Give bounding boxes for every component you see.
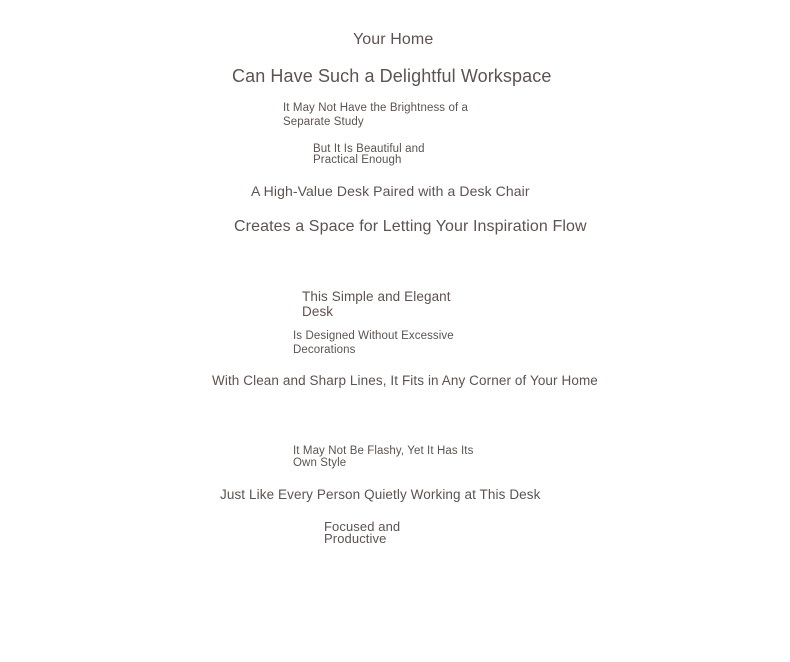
text-line-3: It May Not Have the Brightness of a Separate Study: [283, 102, 483, 130]
text-line-10: It May Not Be Flashy, Yet It Has Its Own Style: [293, 445, 488, 469]
text-line-4: But It Is Beautiful and Practical Enough: [313, 144, 438, 166]
text-line-9: With Clean and Sharp Lines, It Fits in Any Corner of Your Home: [212, 373, 598, 388]
text-line-6: Creates a Space for Letting Your Inspiration Flow: [234, 218, 587, 235]
text-line-5: A High-Value Desk Paired with a Desk Chair: [251, 183, 530, 199]
text-line-8: Is Designed Without Excessive Decorations: [293, 330, 468, 358]
text-line-1: Your Home: [353, 31, 434, 48]
text-line-7: This Simple and Elegant Desk: [302, 289, 462, 319]
text-line-11: Just Like Every Person Quietly Working at This Desk: [220, 487, 541, 502]
text-line-2: Can Have Such a Delightful Workspace: [232, 66, 552, 86]
text-line-12: Focused and Productive: [324, 521, 419, 546]
